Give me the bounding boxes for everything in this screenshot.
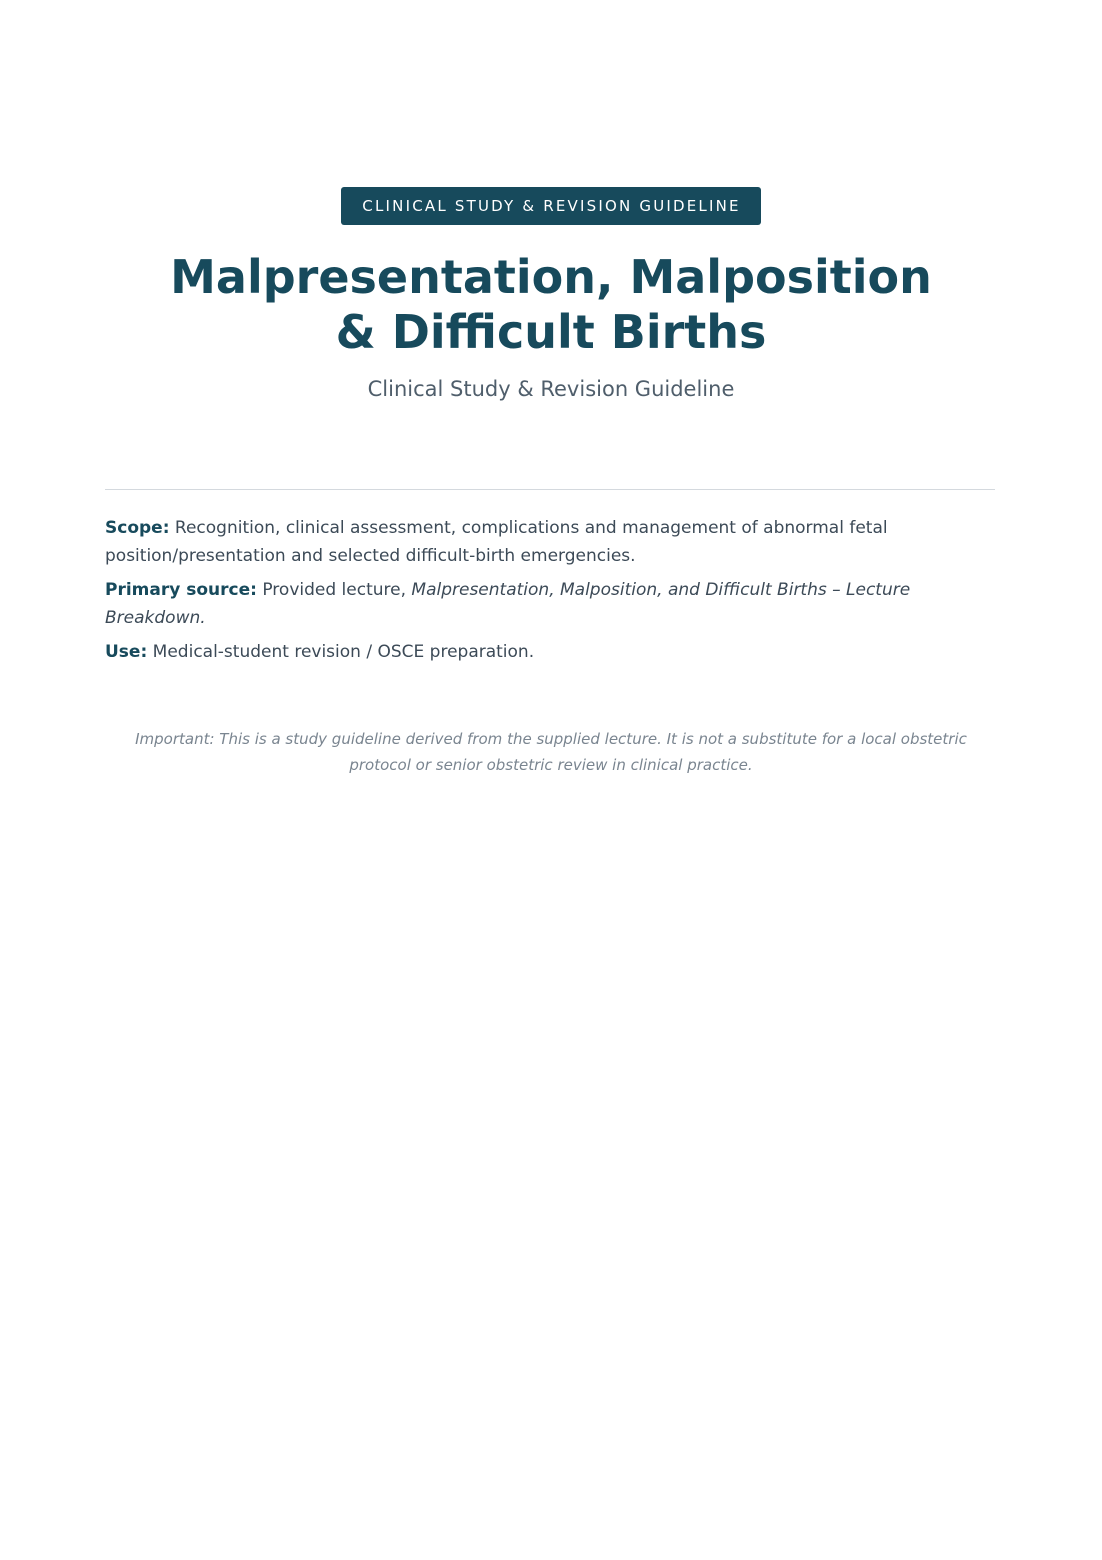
use-text: Medical-student revision / OSCE preparation. bbox=[152, 642, 535, 662]
document-title bbox=[0, 250, 1102, 360]
document-title-line-2: & Difficult Births bbox=[335, 305, 767, 359]
section-divider bbox=[105, 489, 995, 490]
scope-paragraph bbox=[105, 514, 985, 570]
use-label: Use: bbox=[105, 642, 148, 662]
document-type-badge: CLINICAL STUDY & REVISION GUIDELINE bbox=[341, 187, 760, 225]
use-paragraph bbox=[105, 638, 985, 666]
scope-text: Recognition, clinical assessment, complications and management of abnormal fetal position/presentation and selected difficult-birth emergencies. bbox=[105, 518, 888, 566]
document-title-line-1: Malpresentation, Malposition bbox=[170, 250, 932, 304]
primary-source-label: Primary source: bbox=[105, 580, 257, 600]
primary-source-text: Provided lecture, bbox=[262, 580, 406, 600]
primary-source-title: Malpresentation, Malposition, and Difficult Births – Lecture Breakdown. bbox=[105, 580, 911, 628]
document-metadata bbox=[105, 514, 985, 672]
scope-label: Scope: bbox=[105, 518, 170, 538]
disclaimer-note: Important: This is a study guideline derived from the supplied lecture. It is not a substitute for a local obstetric protocol or senior obstetric review in clinical practice. bbox=[135, 730, 967, 774]
document-subtitle: Clinical Study & Revision Guideline bbox=[367, 377, 735, 401]
primary-source-paragraph bbox=[105, 576, 985, 632]
badge-container bbox=[0, 187, 1102, 225]
